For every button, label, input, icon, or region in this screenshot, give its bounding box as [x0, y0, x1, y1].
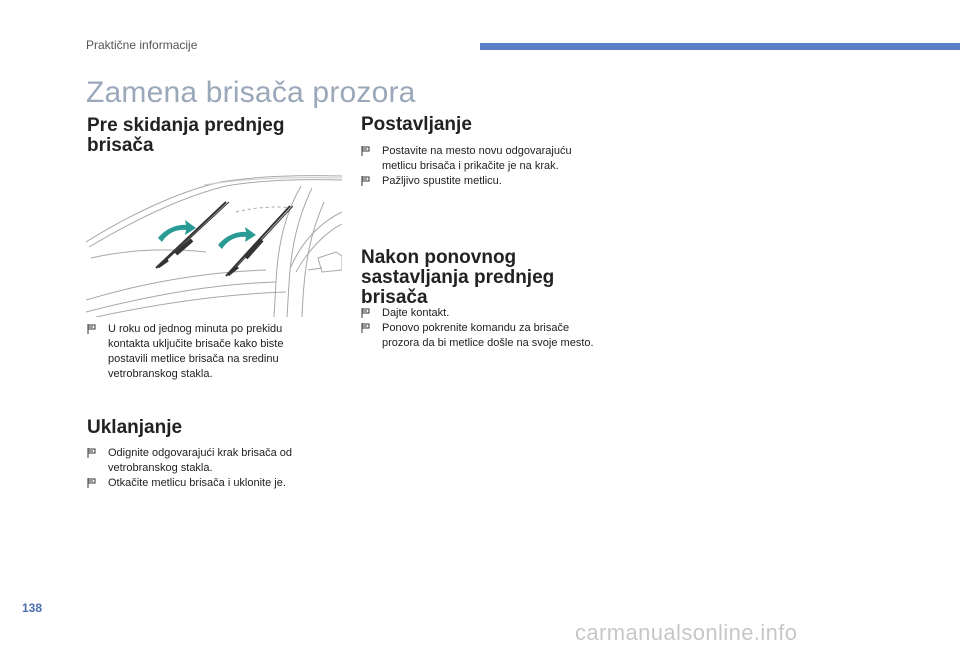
list-item [87, 322, 347, 382]
heading-line: brisača [361, 287, 428, 308]
header-accent-bar [480, 43, 960, 50]
list-line: Odignite odgovarajući krak brisača od [108, 447, 293, 459]
list-item [361, 144, 641, 174]
bullet-flag-icon [87, 478, 96, 488]
list-line: Otkačite metlicu brisača i uklonite je. [108, 477, 286, 489]
heading-installation [361, 115, 472, 135]
bullet-flag-icon [361, 176, 370, 186]
list-line: Ponovo pokrenite komandu za brisače [382, 322, 570, 334]
list-line: Pažljivo spustite metlicu. [382, 175, 502, 187]
heading-removal [87, 418, 182, 438]
watermark: carmanualsonline.info [575, 620, 798, 645]
bullet-flag-icon [361, 323, 370, 333]
bullet-flag-icon [361, 308, 370, 318]
page-title: Zamena brisača prozora [86, 76, 416, 109]
windshield-wipers-illustration [86, 172, 342, 317]
heading-line: Nakon ponovnog [361, 247, 517, 268]
heading-line: Pre skidanja prednjeg [87, 115, 285, 136]
intro-list [87, 322, 347, 382]
bullet-flag-icon [361, 146, 370, 156]
list-line: kontakta uključite brisače kako biste [108, 338, 284, 350]
list-line: vetrobranskog stakla. [108, 462, 213, 474]
list-line: postavili metlice brisača na sredinu [108, 353, 279, 365]
install-list [361, 144, 641, 189]
list-item [361, 321, 661, 351]
heading-before-removal [87, 116, 284, 156]
rotate-arrow-icon [158, 220, 256, 249]
heading-text: Uklanjanje [87, 417, 183, 438]
list-item [361, 306, 661, 321]
section-header: Praktične informacije [86, 38, 198, 52]
after-list [361, 306, 661, 351]
list-line: vetrobranskog stakla. [108, 368, 213, 380]
list-item [87, 476, 347, 491]
list-line: U roku od jednog minuta po prekidu [108, 323, 283, 335]
list-line: Postavite na mesto novu odgovarajuću [382, 145, 572, 157]
heading-line: brisača [87, 135, 154, 156]
list-line: prozora da bi metlice došle na svoje mesto. [382, 337, 594, 349]
bullet-flag-icon [87, 448, 96, 458]
bullet-flag-icon [87, 324, 96, 334]
heading-line: sastavljanja prednjeg [361, 267, 555, 288]
list-line: metlicu brisača i prikačite je na krak. [382, 160, 559, 172]
list-item [87, 446, 347, 476]
page-number: 138 [22, 601, 43, 615]
heading-after-reassembly [361, 248, 554, 308]
removal-list [87, 446, 347, 491]
heading-text: Postavljanje [361, 114, 472, 135]
list-item [361, 174, 641, 189]
list-line: Dajte kontakt. [382, 307, 450, 319]
